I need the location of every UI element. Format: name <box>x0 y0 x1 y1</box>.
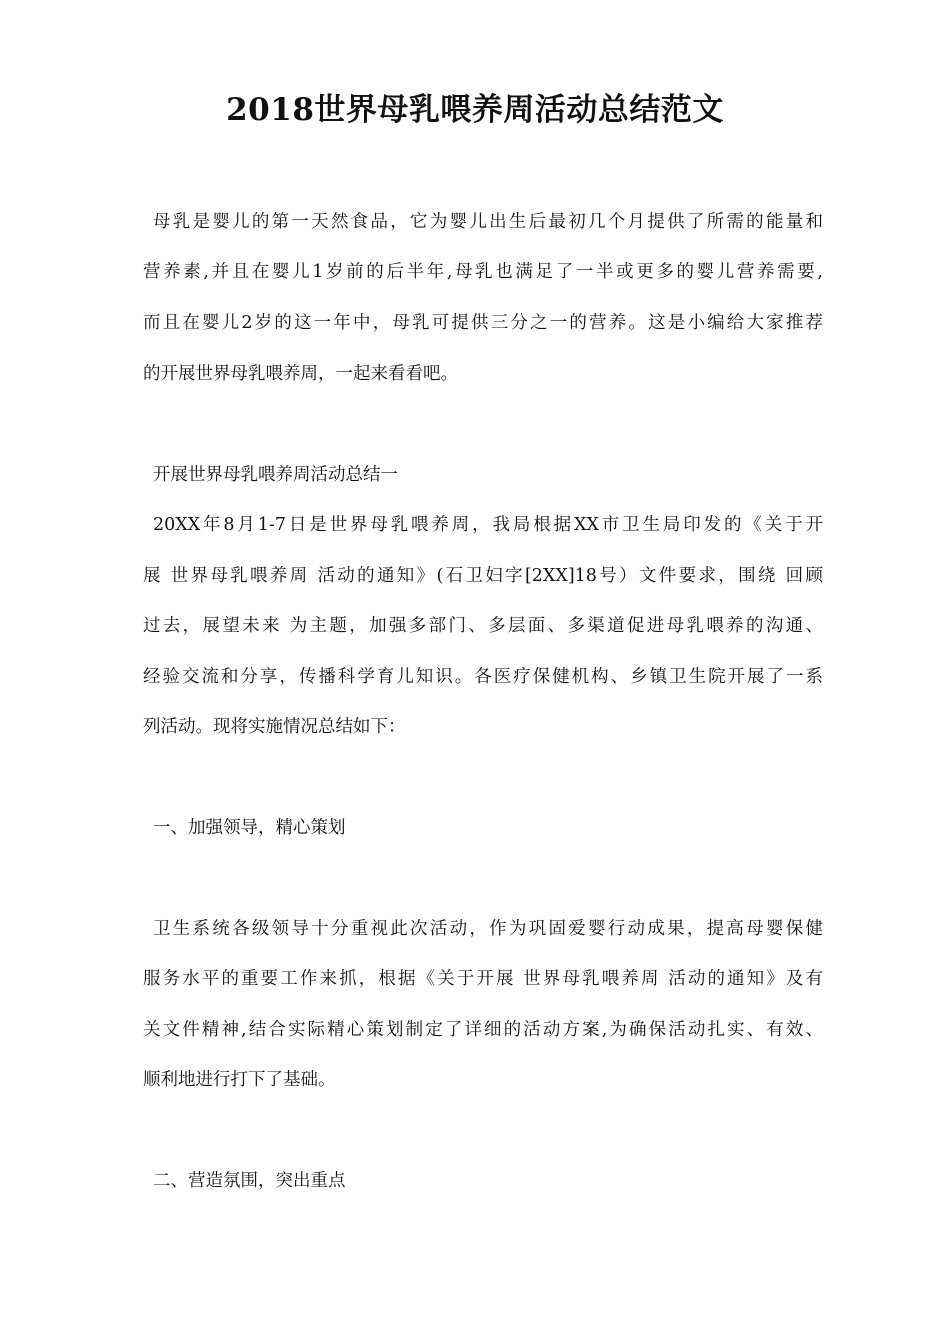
heading1-line-1: 卫生系统各级领导十分重视此次活动，作为巩固爱婴行动成果，提高母婴保健 <box>153 919 823 939</box>
intro-line-2: 营养素,并且在婴儿1岁前的后半年,母乳也满足了一半或更多的婴儿营养需要, <box>143 262 823 282</box>
section1-line-4: 经验交流和分享，传播科学育儿知识。各医疗保健机构、乡镇卫生院开展了一系 <box>143 667 823 687</box>
section1-title: 开展世界母乳喂养周活动总结一 <box>153 465 398 485</box>
intro-line-3: 而且在婴儿2岁的这一年中，母乳可提供三分之一的营养。这是小编给大家推荐 <box>143 313 823 333</box>
heading1-line-2: 服务水平的重要工作来抓，根据《关于开展 世界母乳喂养周 活动的通知》及有 <box>143 969 823 989</box>
section1-line-5: 列活动。现将实施情况总结如下： <box>143 717 406 737</box>
heading-1: 一、加强领导，精心策划 <box>153 818 346 838</box>
heading1-line-3: 关文件精神,结合实际精心策划制定了详细的活动方案,为确保活动扎实、有效、 <box>143 1020 823 1040</box>
heading1-line-4: 顺利地进行打下了基础。 <box>143 1070 336 1090</box>
section1-line-1: 20XX年8月1-7日是世界母乳喂养周，我局根据XX市卫生局印发的《关于开 <box>153 515 823 535</box>
section1-line-3: 过去，展望未来 为主题，加强多部门、多层面、多渠道促进母乳喂养的沟通、 <box>143 616 823 636</box>
intro-line-1: 母乳是婴儿的第一天然食品，它为婴儿出生后最初几个月提供了所需的能量和 <box>153 212 823 232</box>
intro-line-4: 的开展世界母乳喂养周，一起来看看吧。 <box>143 364 458 384</box>
section1-line-2: 展 世界母乳喂养周 活动的通知》(石卫妇字[2XX]18号）文件要求，围绕 回顾 <box>143 566 823 586</box>
document-title: 2018世界母乳喂养周活动总结范文 <box>226 92 724 128</box>
heading-2: 二、营造氛围，突出重点 <box>153 1171 346 1191</box>
